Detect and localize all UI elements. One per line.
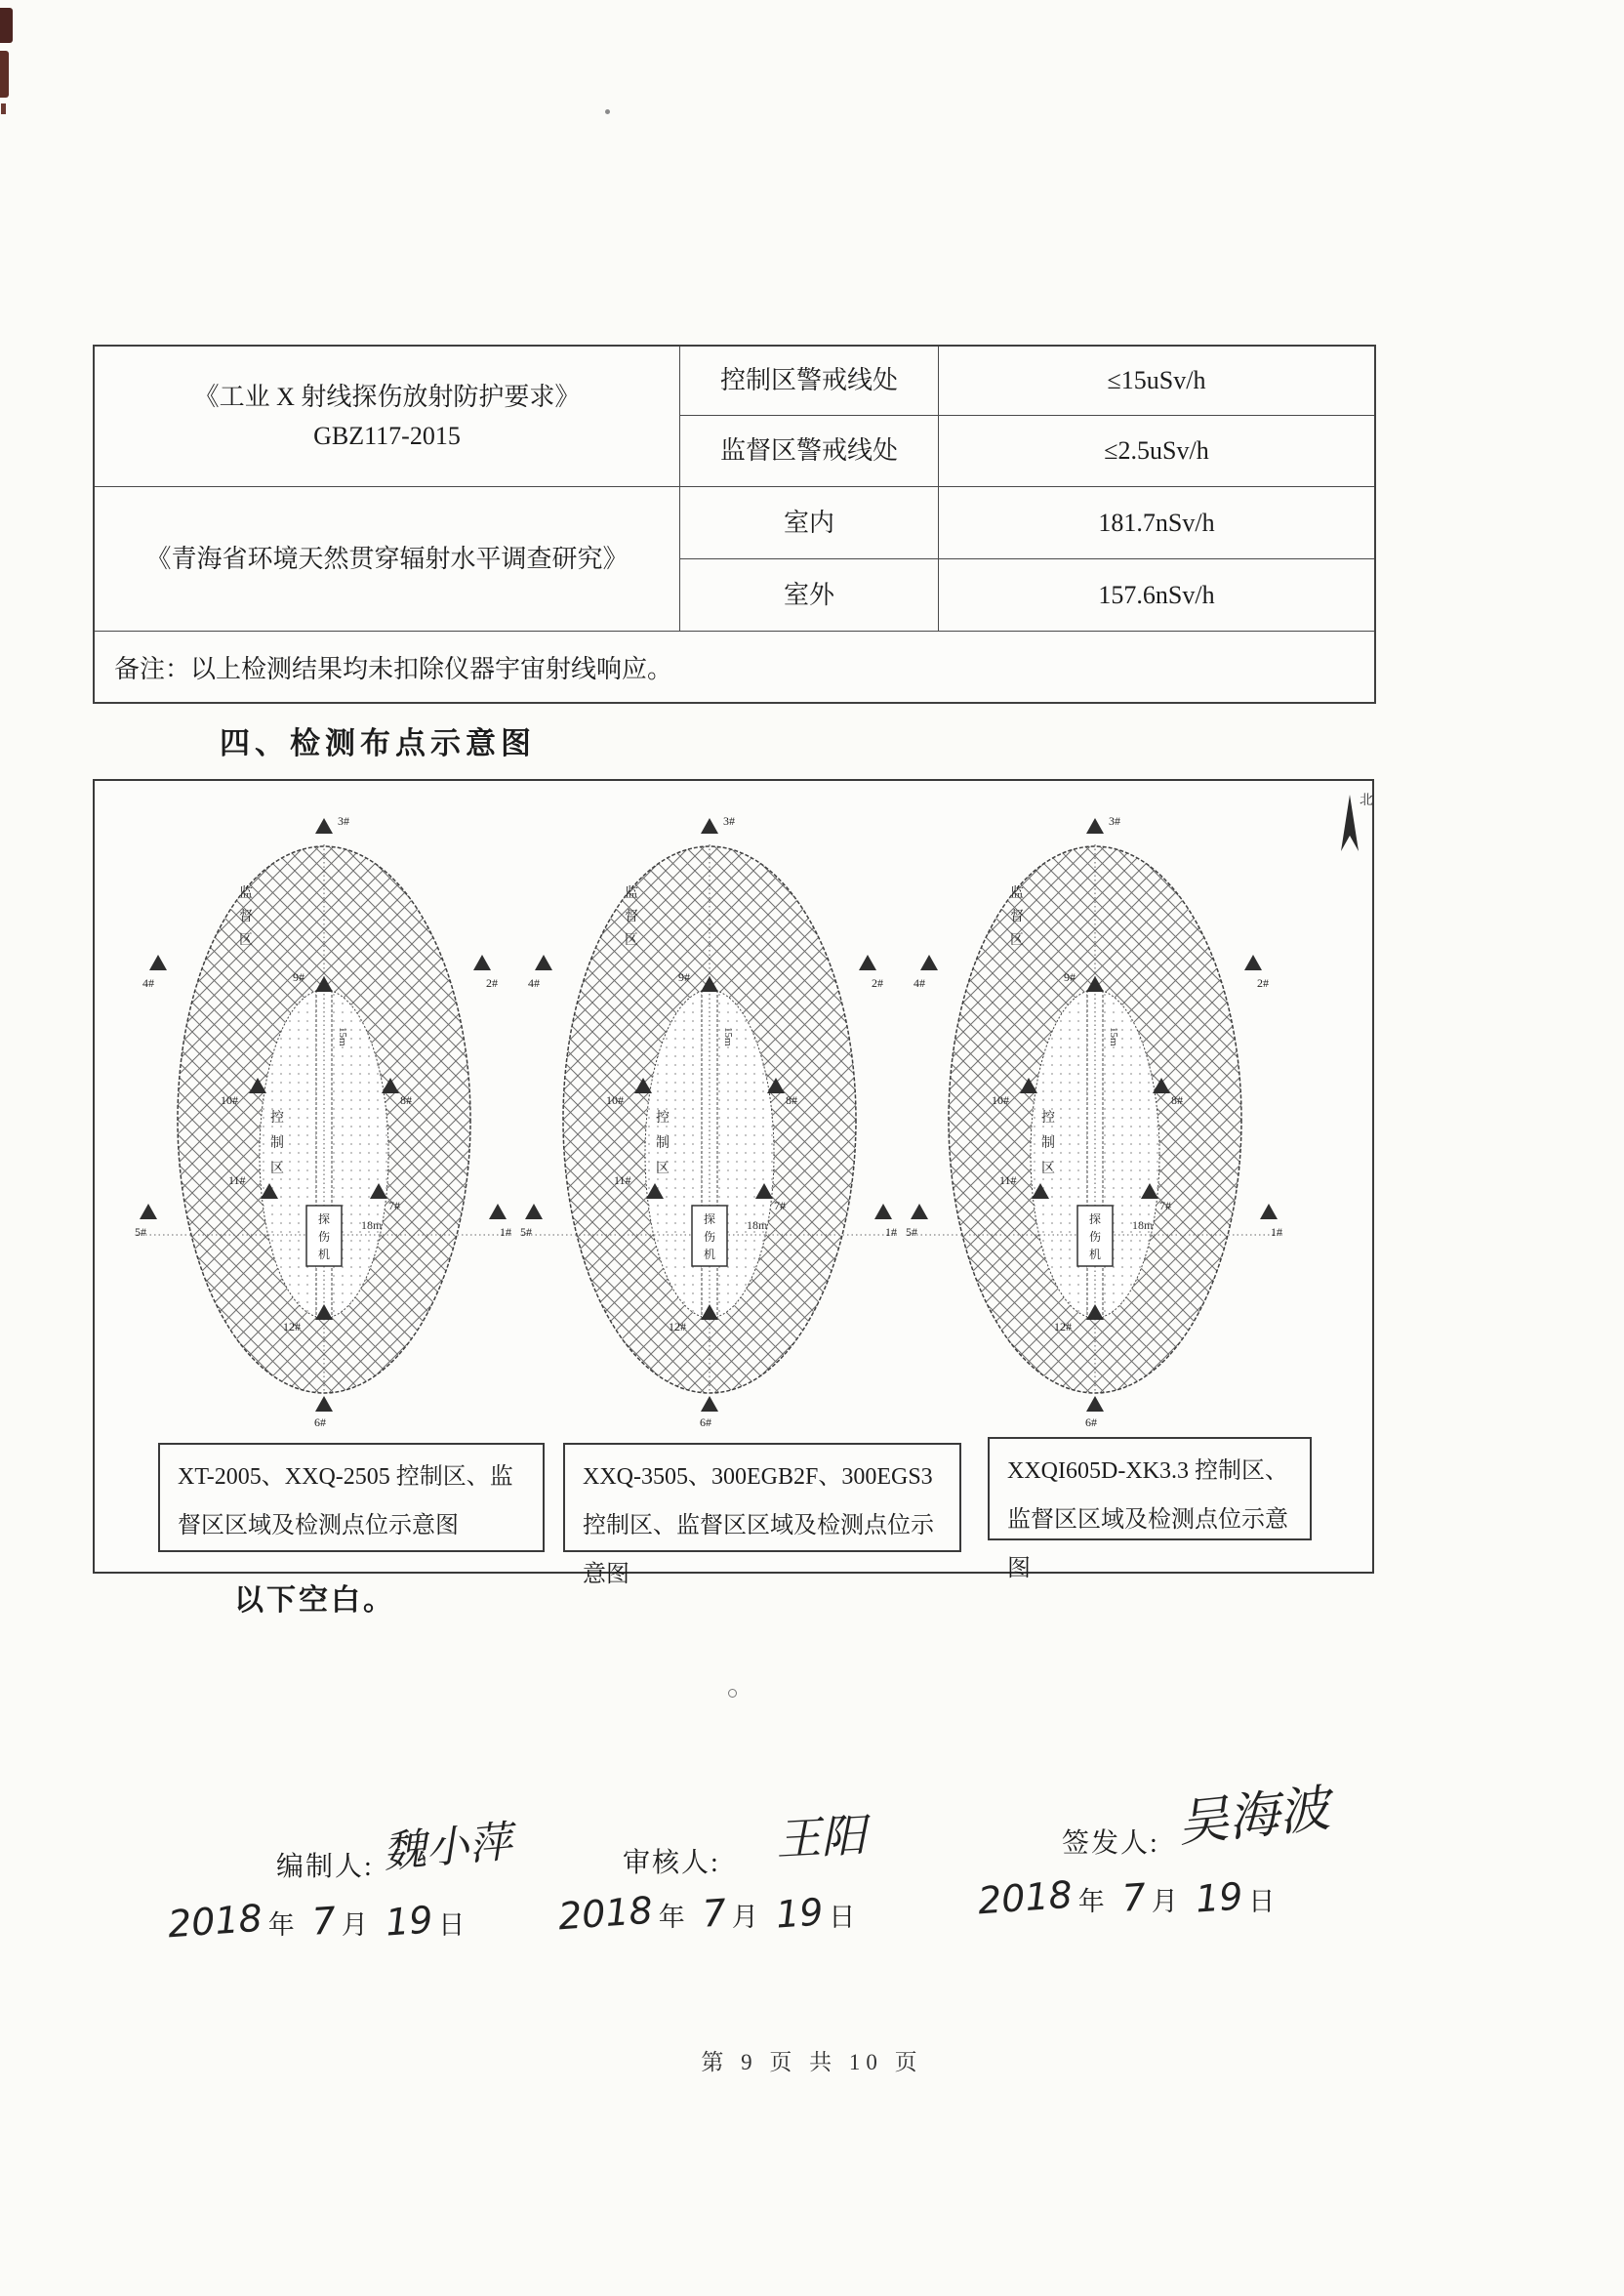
svg-text:4#: 4# [142,976,154,990]
north-label: 北 [1360,794,1373,808]
scan-artifact [1,103,6,114]
svg-text:督: 督 [625,910,638,924]
svg-text:4#: 4# [914,976,925,990]
svg-text:监: 监 [625,886,638,901]
prepared-by-label: 编制人: [276,1852,374,1882]
svg-text:制: 制 [1041,1136,1055,1151]
diagram-3-svg [890,798,1300,1432]
day-value: 19 [384,1898,434,1945]
svg-text:督: 督 [1010,910,1024,924]
year-value: 2018 [976,1872,1075,1923]
month-unit: 月 [1151,1887,1178,1916]
table-cell-location [680,559,939,632]
below-blank-text: 以下空白。 [234,1584,395,1617]
svg-text:18m: 18m [747,1218,768,1232]
reviewed-by-signature: 王阳 [774,1808,868,1866]
svg-text:监: 监 [239,886,253,901]
svg-text:12#: 12# [1054,1320,1072,1333]
svg-text:15m: 15m [337,1027,348,1046]
location-label: 室外 [783,580,834,609]
scan-artifact [0,8,13,43]
standard-1-title: 《工业 X 射线探伤放射防护要求》 [193,382,581,411]
svg-text:8#: 8# [786,1093,797,1107]
table-cell-location [680,416,939,487]
svg-text:制: 制 [656,1136,670,1151]
svg-text:9#: 9# [1064,970,1076,984]
svg-text:伤: 伤 [317,1230,331,1244]
svg-text:5#: 5# [135,1225,146,1239]
limit-value: ≤2.5uSv/h [1104,436,1209,465]
result-value: 157.6nSv/h [1098,580,1215,609]
year-unit: 年 [267,1910,295,1940]
limit-value: ≤15uSv/h [1107,366,1206,394]
svg-text:5#: 5# [520,1225,532,1239]
svg-text:1#: 1# [500,1225,511,1239]
month-value: 7 [310,1899,338,1944]
note-label: 备注： [114,654,191,683]
year-unit: 年 [1077,1887,1105,1916]
section-title: 四、检测布点示意图 [220,726,536,760]
day-unit: 日 [829,1903,856,1932]
table-cell-standard-1 [95,347,680,487]
table-cell-location [680,487,939,559]
svg-text:18m: 18m [1132,1218,1154,1232]
svg-text:15m: 15m [1108,1027,1119,1046]
svg-text:探: 探 [703,1212,716,1226]
svg-text:6#: 6# [314,1415,326,1429]
svg-text:6#: 6# [1085,1415,1097,1429]
svg-text:探: 探 [317,1212,331,1226]
svg-text:8#: 8# [400,1093,412,1107]
diagram-1-caption: XT-2005、XXQ-2505 控制区、监督区区域及检测点位示意图 [158,1443,545,1552]
scan-artifact [0,51,9,98]
svg-text:区: 区 [625,933,638,948]
svg-text:2#: 2# [872,976,883,990]
result-value: 181.7nSv/h [1098,508,1215,537]
table-note-row [95,632,1374,702]
svg-text:区: 区 [1041,1162,1055,1176]
svg-text:15m: 15m [722,1027,734,1046]
svg-text:探: 探 [1088,1212,1102,1226]
month-value: 7 [1120,1875,1148,1920]
svg-text:11#: 11# [999,1173,1017,1187]
svg-text:7#: 7# [388,1199,400,1212]
page-number: 第 9 页 共 10 页 [701,2050,923,2074]
day-unit: 日 [1248,1887,1276,1916]
note-text: 以上检测结果均未扣除仪器宇宙射线响应。 [190,654,673,683]
diagram-3-caption: XXQI605D-XK3.3 控制区、监督区区域及检测点位示意图 [988,1437,1312,1540]
svg-text:机: 机 [1088,1248,1102,1261]
table-cell-value [939,487,1374,559]
svg-text:2#: 2# [486,976,498,990]
svg-text:8#: 8# [1171,1093,1183,1107]
year-value: 2018 [166,1896,264,1947]
svg-text:控: 控 [1041,1111,1055,1126]
reviewed-date [556,1888,869,1939]
svg-text:伤: 伤 [703,1230,716,1244]
table-cell-value [939,347,1374,416]
table-cell-value [939,416,1374,487]
issued-date [976,1872,1288,1923]
svg-text:4#: 4# [528,976,540,990]
svg-text:11#: 11# [228,1173,246,1187]
svg-text:9#: 9# [678,970,690,984]
svg-text:12#: 12# [669,1320,686,1333]
standard-1-code: GBZ117-2015 [313,421,461,450]
limits-table [93,345,1376,704]
svg-text:10#: 10# [606,1093,624,1107]
svg-text:5#: 5# [906,1225,917,1239]
prepared-date [166,1896,478,1947]
day-unit: 日 [438,1910,466,1940]
svg-text:7#: 7# [774,1199,786,1212]
svg-text:3#: 3# [1109,814,1120,828]
table-cell-location [680,347,939,416]
svg-text:控: 控 [270,1111,284,1126]
svg-text:区: 区 [270,1162,284,1176]
svg-text:制: 制 [270,1136,284,1151]
svg-text:区: 区 [239,933,253,948]
prepared-by-signature: 魏小萍 [381,1817,514,1878]
svg-text:6#: 6# [700,1415,711,1429]
svg-text:机: 机 [317,1248,331,1261]
svg-text:2#: 2# [1257,976,1269,990]
svg-text:7#: 7# [1159,1199,1171,1212]
diagram-1-svg [119,798,529,1432]
location-label: 室内 [783,508,834,537]
year-value: 2018 [556,1888,655,1939]
svg-text:10#: 10# [221,1093,238,1107]
svg-text:监: 监 [1010,886,1024,901]
location-label: 控制区警戒线处 [719,366,898,394]
issued-by-signature: 吴海波 [1174,1779,1333,1854]
month-unit: 月 [731,1903,758,1932]
scan-artifact [728,1689,737,1698]
table-cell-value [939,559,1374,632]
month-value: 7 [701,1891,728,1936]
svg-text:伤: 伤 [1088,1230,1102,1244]
issued-by-label: 签发人: [1062,1828,1159,1859]
scan-artifact [605,109,610,114]
svg-text:督: 督 [239,910,253,924]
diagram-2-caption: XXQ-3505、300EGB2F、300EGS3 控制区、监督区区域及检测点位示意图 [563,1443,961,1552]
svg-text:3#: 3# [338,814,349,828]
day-value: 19 [774,1890,825,1937]
location-label: 监督区警戒线处 [719,436,898,465]
north-arrow-icon [1326,787,1377,867]
svg-text:10#: 10# [992,1093,1009,1107]
reviewed-by-label: 审核人: [623,1848,720,1878]
month-unit: 月 [341,1910,368,1940]
svg-text:区: 区 [656,1162,670,1176]
svg-text:机: 机 [703,1248,716,1261]
svg-text:12#: 12# [283,1320,301,1333]
svg-text:18m: 18m [361,1218,383,1232]
table-cell-standard-2 [95,487,680,632]
standard-2-title: 《青海省环境天然贯穿辐射水平调查研究》 [145,544,629,573]
day-value: 19 [1194,1874,1244,1921]
svg-text:1#: 1# [1271,1225,1282,1239]
svg-text:3#: 3# [723,814,735,828]
diagram-2-svg [505,798,914,1432]
svg-text:11#: 11# [614,1173,631,1187]
detection-layout-figure [93,779,1374,1587]
svg-text:控: 控 [656,1111,670,1126]
svg-text:1#: 1# [885,1225,897,1239]
svg-text:9#: 9# [293,970,304,984]
svg-text:区: 区 [1010,933,1024,948]
year-unit: 年 [658,1903,685,1932]
